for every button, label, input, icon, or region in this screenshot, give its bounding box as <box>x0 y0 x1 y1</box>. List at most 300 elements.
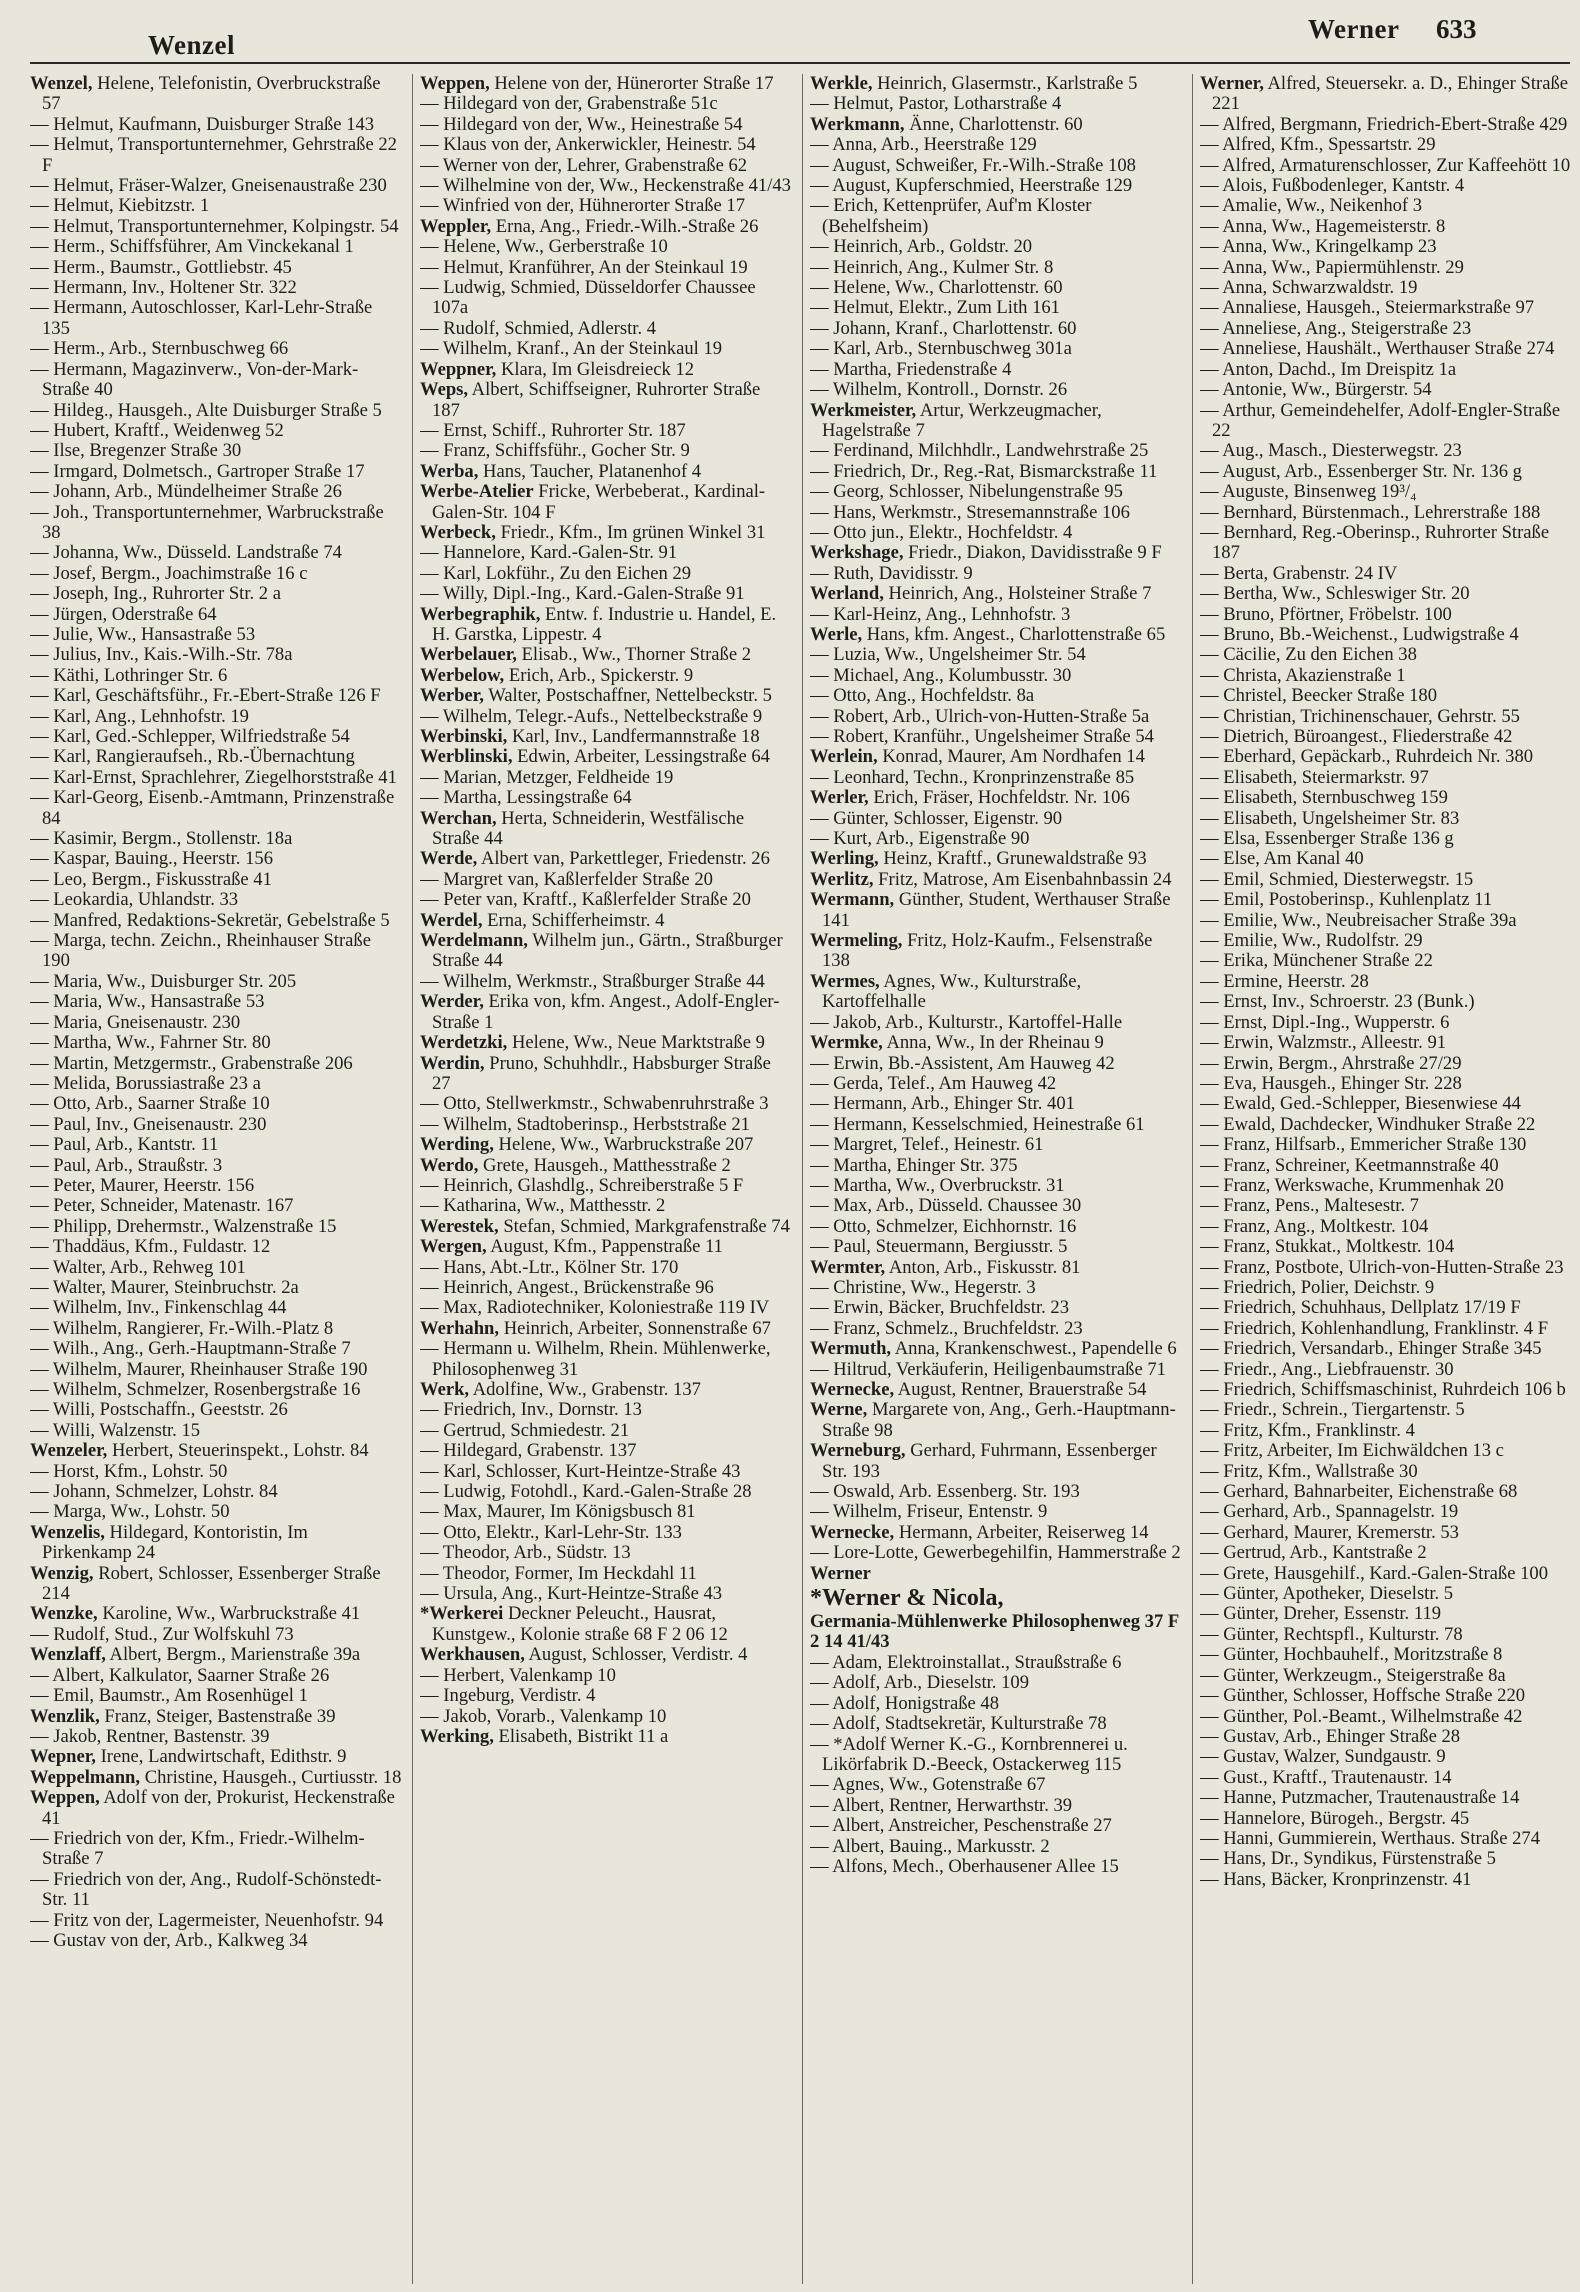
directory-subentry: — Helmut, Kranführer, An der Steinkaul 19 <box>420 258 792 278</box>
directory-entry <box>810 543 1182 563</box>
directory-subentry: — Friedrich, Schuhhaus, Dellplatz 17/19 F <box>1200 1298 1572 1318</box>
directory-subentry: — Friedrich von der, Kfm., Friedr.-Wilhelm-Straße 7 <box>30 1829 402 1870</box>
directory-subentry: — Karl, Rangieraufseh., Rb.-Übernachtung <box>30 747 402 767</box>
directory-entry <box>420 1237 792 1257</box>
directory-subentry: — Kasimir, Bergm., Stollenstr. 18a <box>30 829 402 849</box>
directory-subentry: — Hanni, Gummierein, Werthaus. Straße 274 <box>1200 1829 1572 1849</box>
directory-subentry: — Gerda, Telef., Am Hauweg 42 <box>810 1074 1182 1094</box>
page-header <box>0 0 1580 60</box>
directory-subentry: — Albert, Anstreicher, Peschenstraße 27 <box>810 1816 1182 1836</box>
directory-subentry: — Karl, Schlosser, Kurt-Heintze-Straße 43 <box>420 1462 792 1482</box>
directory-subentry: — Ilse, Bregenzer Straße 30 <box>30 441 402 461</box>
entry-surname: Werkshage, <box>810 542 904 564</box>
directory-subentry: — Max, Maurer, Im Königsbusch 81 <box>420 1502 792 1522</box>
entry-details: Fritz, Matrose, Am Eisenbahnbassin 24 <box>878 868 1172 890</box>
directory-entry <box>420 992 792 1033</box>
directory-entry <box>30 1747 402 1767</box>
directory-subentry: — Anna, Arb., Heerstraße 129 <box>810 135 1182 155</box>
entry-details: Christine, Hausgeh., Curtiusstr. 18 <box>144 1766 402 1788</box>
entry-surname: Werler, <box>810 787 869 809</box>
directory-subentry: — August, Schweißer, Fr.-Wilh.-Straße 108 <box>810 156 1182 176</box>
directory-subentry: — Friedrich, Schiffsmaschinist, Ruhrdeich 106 b <box>1200 1380 1572 1400</box>
directory-subentry: — Gustav, Arb., Ehinger Straße 28 <box>1200 1727 1572 1747</box>
entry-surname: Werlein, <box>810 746 878 768</box>
entry-details: Erich, Arb., Spickerstr. 9 <box>508 664 694 686</box>
entry-details: Heinrich, Glasermstr., Karlstraße 5 <box>877 74 1138 94</box>
directory-entry <box>420 1217 792 1237</box>
directory-subentry: — Kurt, Arb., Eigenstraße 90 <box>810 829 1182 849</box>
entry-surname: Wenzlaff, <box>30 1644 106 1666</box>
directory-subentry: — Franz, Werkswache, Krummenhak 20 <box>1200 1176 1572 1196</box>
directory-subentry: — Berta, Grabenstr. 24 IV <box>1200 564 1572 584</box>
directory-subentry: — Martha, Ww., Overbruckstr. 31 <box>810 1176 1182 1196</box>
directory-subentry: — Alfons, Mech., Oberhausener Allee 15 <box>810 1857 1182 1877</box>
directory-entry <box>420 931 792 972</box>
entry-details: Agnes, Ww., Kulturstraße, Kartoffelhalle <box>822 970 1082 1013</box>
directory-subentry: — Herm., Schiffsführer, Am Vinckekanal 1 <box>30 237 402 257</box>
directory-subentry: — Leokardia, Uhlandstr. 33 <box>30 890 402 910</box>
entry-details: Erna, Schifferheimstr. 4 <box>487 909 665 931</box>
entry-details: Helene, Ww., Warbruckstraße 207 <box>498 1134 754 1156</box>
directory-subentry: — Horst, Kfm., Lohstr. 50 <box>30 1462 402 1482</box>
directory-subentry: — Hildegard, Grabenstr. 137 <box>420 1441 792 1461</box>
entry-details: Gerhard, Fuhrmann, Essenberger Str. 193 <box>822 1440 1157 1482</box>
directory-subentry: — Ewald, Ged.-Schlepper, Biesenwiese 44 <box>1200 1094 1572 1114</box>
directory-subentry: — Hiltrud, Verkäuferin, Heiligenbaumstraße 71 <box>810 1360 1182 1380</box>
entry-surname: Wermke, <box>810 1032 883 1054</box>
directory-subentry: — Hannelore, Kard.-Galen-Str. 91 <box>420 543 792 563</box>
directory-subentry: — Christa, Akazienstraße 1 <box>1200 666 1572 686</box>
directory-subentry: — Otto jun., Elektr., Hochfeldstr. 4 <box>810 523 1182 543</box>
entry-details: Adolfine, Ww., Grabenstr. 137 <box>472 1379 701 1400</box>
directory-subentry: — Peter, Schneider, Matenastr. 167 <box>30 1196 402 1216</box>
entry-details: Karl, Inv., Landfermannstraße 18 <box>511 726 760 747</box>
directory-subentry: — Hannelore, Bürogeh., Bergstr. 45 <box>1200 1809 1572 1829</box>
entry-surname: Werdin, <box>420 1052 485 1074</box>
directory-subentry: — Jakob, Rentner, Bastenstr. 39 <box>30 1727 402 1747</box>
entry-surname: Werestek, <box>420 1215 499 1237</box>
entry-details: Fritz, Holz-Kaufm., Felsenstraße 138 <box>822 930 1153 972</box>
directory-subentry: — Melida, Borussiastraße 23 a <box>30 1074 402 1094</box>
entry-surname: Weppler, <box>420 215 492 237</box>
directory-subentry: — Helmut, Pastor, Lotharstraße 4 <box>810 94 1182 114</box>
directory-subentry: — Wilhelm, Telegr.-Aufs., Nettelbeckstraße 9 <box>420 707 792 727</box>
directory-subentry: — Antonie, Ww., Bürgerstr. 54 <box>1200 380 1572 400</box>
directory-subentry: — Jakob, Arb., Kulturstr., Kartoffel-Halle <box>810 1013 1182 1033</box>
directory-subentry: — Emilie, Ww., Rudolfstr. 29 <box>1200 931 1572 951</box>
directory-entry <box>420 1156 792 1176</box>
directory-subentry: — Anna, Schwarzwaldstr. 19 <box>1200 278 1572 298</box>
directory-subentry: — Martha, Friedenstraße 4 <box>810 360 1182 380</box>
directory-subentry: — Johann, Kranf., Charlottenstr. 60 <box>810 319 1182 339</box>
directory-subentry: — Alfred, Kfm., Spessartstr. 29 <box>1200 135 1572 155</box>
entry-details: Elisab., Ww., Thorner Straße 2 <box>521 644 752 666</box>
directory-entry <box>420 380 792 421</box>
directory-subentry: — Anna, Ww., Hagemeisterstr. 8 <box>1200 217 1572 237</box>
directory-subentry: — Friedrich, Polier, Deichstr. 9 <box>1200 1278 1572 1298</box>
entry-details: August, Kfm., Pappenstraße 11 <box>490 1236 723 1258</box>
directory-subentry: — Helmut, Elektr., Zum Lith 161 <box>810 298 1182 318</box>
directory-subentry: — Annaliese, Hausgeh., Steiermarkstraße 97 <box>1200 298 1572 318</box>
directory-columns <box>30 74 1570 2284</box>
directory-entry <box>810 931 1182 972</box>
directory-entry <box>420 1604 792 1645</box>
entry-surname: Wernecke, <box>810 1379 895 1400</box>
column-4 <box>1200 74 1572 2284</box>
firm-heading: *Werner & Nicola, <box>810 1585 1004 1612</box>
directory-subentry: — Hermann, Magazinverw., Von-der-Mark-Straße 40 <box>30 360 402 401</box>
directory-subentry: — Hermann u. Wilhelm, Rhein. Mühlenwerke, Philosophenweg 31 <box>420 1339 792 1380</box>
directory-subentry: — Günter, Apotheker, Dieselstr. 5 <box>1200 1584 1572 1604</box>
column-3 <box>810 74 1182 2284</box>
directory-subentry: — Karl-Heinz, Ang., Lehnhofstr. 3 <box>810 605 1182 625</box>
directory-subentry: — Günter, Hochbauhelf., Moritzstraße 8 <box>1200 1645 1572 1665</box>
directory-entry <box>30 1604 402 1624</box>
directory-subentry: — Margret, Telef., Heinestr. 61 <box>810 1135 1182 1155</box>
directory-subentry: — Franz, Pens., Maltesestr. 7 <box>1200 1196 1572 1216</box>
directory-entry <box>420 666 792 686</box>
directory-subentry: — Gerhard, Maurer, Kremerstr. 53 <box>1200 1523 1572 1543</box>
directory-entry <box>810 1380 1182 1400</box>
entry-details: Helene, Telefonistin, Overbruckstraße 57 <box>42 74 381 115</box>
directory-entry <box>810 1400 1182 1441</box>
directory-subentry: — Karl, Ged.-Schlepper, Wilfriedstraße 54 <box>30 727 402 747</box>
directory-entry <box>420 645 792 665</box>
directory-entry <box>420 605 792 646</box>
directory-subentry: — Hermann, Arb., Ehinger Str. 401 <box>810 1094 1182 1114</box>
directory-subentry: — Bruno, Pförtner, Fröbelstr. 100 <box>1200 605 1572 625</box>
entry-surname: Werkmann, <box>810 113 905 135</box>
directory-subentry: — Gustav, Walzer, Sundgaustr. 9 <box>1200 1747 1572 1767</box>
entry-surname: Werdo, <box>420 1154 479 1176</box>
directory-entry <box>420 462 792 482</box>
directory-subentry: — Helene, Ww., Gerberstraße 10 <box>420 237 792 257</box>
directory-subentry: — Adolf, Honigstraße 48 <box>810 1694 1182 1714</box>
running-head-right: Werner <box>1308 14 1400 44</box>
directory-entry <box>810 584 1182 604</box>
entry-details: Artur, Werkzeugmacher, Hagelstraße 7 <box>822 399 1102 441</box>
directory-subentry: — Karl, Lokführ., Zu den Eichen 29 <box>420 564 792 584</box>
directory-subentry: — Friedrich, Versandarb., Ehinger Straße 345 <box>1200 1339 1572 1359</box>
directory-subentry: — Marga, techn. Zeichn., Rheinhauser Straße 190 <box>30 931 402 972</box>
directory-entry <box>810 625 1182 645</box>
entry-details: Hermann, Arbeiter, Reiserweg 14 <box>898 1521 1149 1543</box>
directory-subentry: — Adolf, Arb., Dieselstr. 109 <box>810 1673 1182 1693</box>
directory-subentry: — Albert, Bauing., Markusstr. 2 <box>810 1837 1182 1857</box>
directory-subentry: — Bertha, Ww., Schleswiger Str. 20 <box>1200 584 1572 604</box>
directory-subentry: — Ernst, Schiff., Ruhrorter Str. 187 <box>420 421 792 441</box>
directory-subentry: — Bernhard, Bürstenmach., Lehrerstraße 188 <box>1200 503 1572 523</box>
directory-subentry: — Paul, Inv., Gneisenaustr. 230 <box>30 1115 402 1135</box>
column-divider <box>412 74 413 2284</box>
directory-subentry: — Anneliese, Ang., Steigerstraße 23 <box>1200 319 1572 339</box>
entry-surname: Werk, <box>420 1379 470 1400</box>
entry-details: Helene von der, Hünerorter Straße 17 <box>494 74 774 94</box>
directory-subentry: — Georg, Schlosser, Nibelungenstraße 95 <box>810 482 1182 502</box>
directory-subentry: — Adam, Elektroinstallat., Straußstraße 6 <box>810 1653 1182 1673</box>
directory-subentry: — Ewald, Dachdecker, Windhuker Straße 22 <box>1200 1115 1572 1135</box>
directory-entry <box>420 74 792 94</box>
entry-details: Adolf von der, Prokurist, Heckenstraße 41 <box>42 1787 395 1829</box>
directory-subentry: — Alois, Fußbodenleger, Kantstr. 4 <box>1200 176 1572 196</box>
entry-details: Robert, Schlosser, Essenberger Straße 214 <box>42 1562 381 1605</box>
entry-details: Albert, Schiffseigner, Ruhrorter Straße 187 <box>432 379 761 421</box>
entry-details: Heinz, Kraftf., Grunewaldstraße 93 <box>883 848 1147 870</box>
entry-details: August, Schlosser, Verdistr. 4 <box>528 1644 748 1666</box>
directory-subentry: — Friedrich von der, Ang., Rudolf-Schönstedt-Str. 11 <box>30 1870 402 1911</box>
directory-subentry: — Gertrud, Schmiedestr. 21 <box>420 1421 792 1441</box>
directory-entry <box>420 1135 792 1155</box>
directory-subentry: — Paul, Arb., Straußstr. 3 <box>30 1156 402 1176</box>
entry-surname: Werkmeister, <box>810 399 917 421</box>
directory-subentry: — Hildegard von der, Grabenstraße 51c <box>420 94 792 114</box>
directory-subentry: — Amalie, Ww., Neikenhof 3 <box>1200 196 1572 216</box>
directory-subentry: — Rudolf, Stud., Zur Wolfskuhl 73 <box>30 1625 402 1645</box>
entry-details: Grete, Hausgeh., Matthesstraße 2 <box>483 1154 731 1176</box>
directory-subentry: — Paul, Arb., Kantstr. 11 <box>30 1135 402 1155</box>
directory-subentry: — Gerhard, Bahnarbeiter, Eichenstraße 68 <box>1200 1482 1572 1502</box>
directory-subentry: — Gertrud, Arb., Kantstraße 2 <box>1200 1543 1572 1563</box>
entry-surname: Werder, <box>420 991 484 1013</box>
entry-surname: Werbinski, <box>420 726 508 747</box>
directory-subentry: — Gust., Kraftf., Trautenaustr. 14 <box>1200 1768 1572 1788</box>
directory-entry <box>810 1033 1182 1053</box>
directory-entry <box>30 1768 402 1788</box>
directory-entry <box>810 1523 1182 1543</box>
directory-subentry: — Erika, Münchener Straße 22 <box>1200 951 1572 971</box>
directory-subentry: — Agnes, Ww., Gotenstraße 67 <box>810 1775 1182 1795</box>
directory-entry <box>420 1380 792 1400</box>
directory-subentry: — Ingeburg, Verdistr. 4 <box>420 1686 792 1706</box>
directory-subentry: — Marian, Metzger, Feldheide 19 <box>420 768 792 788</box>
directory-subentry: — Fritz von der, Lagermeister, Neuenhofstr. 94 <box>30 1911 402 1931</box>
entry-surname: Weppner, <box>420 358 497 380</box>
directory-subentry: — Maria, Ww., Duisburger Str. 205 <box>30 972 402 992</box>
directory-subentry: — Günter, Schlosser, Eigenstr. 90 <box>810 809 1182 829</box>
entry-details: Edwin, Arbeiter, Lessingstraße 64 <box>517 746 770 768</box>
entry-surname: Wepner, <box>30 1746 96 1768</box>
entry-surname: Werbelow, <box>420 664 505 686</box>
entry-details: Heinrich, Arbeiter, Sonnenstraße 67 <box>503 1317 771 1339</box>
directory-subentry: — Elisabeth, Sternbuschweg 159 <box>1200 788 1572 808</box>
entry-details: Klara, Im Gleisdreieck 12 <box>500 358 695 380</box>
directory-subentry: — Helmut, Transportunternehmer, Kolpingstr. 54 <box>30 217 402 237</box>
directory-entry <box>30 74 402 115</box>
directory-subentry: — Karl, Ang., Lehnhofstr. 19 <box>30 707 402 727</box>
directory-subentry: — Walter, Maurer, Steinbruchstr. 2a <box>30 1278 402 1298</box>
directory-subentry: — Joh., Transportunternehmer, Warbruckstraße 38 <box>30 503 402 544</box>
directory-subentry: — Günther, Pol.-Beamt., Wilhelmstraße 42 <box>1200 1707 1572 1727</box>
entry-details: Konrad, Maurer, Am Nordhafen 14 <box>882 746 1145 768</box>
directory-entry <box>810 1339 1182 1359</box>
directory-entry <box>420 482 792 523</box>
entry-surname: Weppen, <box>30 1787 100 1809</box>
directory-entry <box>420 809 792 850</box>
entry-surname: Weppen, <box>420 74 490 94</box>
entry-surname: Werbe-Atelier <box>420 481 534 503</box>
directory-subentry: — Erich, Kettenprüfer, Auf'm Kloster (Behelfsheim) <box>810 196 1182 237</box>
running-head-left: Wenzel <box>148 30 235 60</box>
directory-subentry: — Luzia, Ww., Ungelsheimer Str. 54 <box>810 645 1182 665</box>
column-divider <box>1192 74 1193 2284</box>
directory-subentry: — Franz, Hilfsarb., Emmericher Straße 130 <box>1200 1135 1572 1155</box>
entry-details: Albert, Bergm., Marienstraße 39a <box>109 1644 361 1666</box>
entry-surname: Werblinski, <box>420 746 513 768</box>
directory-subentry: — Wilhelm, Schmelzer, Rosenbergstraße 16 <box>30 1380 402 1400</box>
directory-subentry: — Friedrich, Inv., Dornstr. 13 <box>420 1400 792 1420</box>
entry-surname: Werhahn, <box>420 1317 500 1339</box>
directory-subentry: — Helmut, Kiebitzstr. 1 <box>30 196 402 216</box>
directory-subentry: — Karl, Geschäftsführ., Fr.-Ebert-Straße 126 F <box>30 686 402 706</box>
entry-details: Fricke, Werbeberat., Kardinal-Galen-Str. 104 F <box>432 481 766 523</box>
directory-subentry: — Heinrich, Glashdlg., Schreiberstraße 5 F <box>420 1176 792 1196</box>
entry-surname: Werkle, <box>810 74 873 94</box>
directory-entry <box>30 1645 402 1665</box>
directory-entry <box>420 911 792 931</box>
directory-subentry: — Eva, Hausgeh., Ehinger Str. 228 <box>1200 1074 1572 1094</box>
directory-subentry: — Ernst, Dipl.-Ing., Wupperstr. 6 <box>1200 1013 1572 1033</box>
directory-subentry: — Günter, Rechtspfl., Kulturstr. 78 <box>1200 1625 1572 1645</box>
entry-surname: Werking, <box>420 1725 494 1747</box>
directory-entry <box>1200 74 1572 115</box>
entry-details: Günther, Student, Werthauser Straße 141 <box>822 889 1171 931</box>
section-heading: Werner <box>810 1562 871 1584</box>
directory-subentry: — Hans, Werkmstr., Stresemannstraße 106 <box>810 503 1182 523</box>
directory-entry <box>420 360 792 380</box>
directory-subentry: — Elisabeth, Ungelsheimer Str. 83 <box>1200 809 1572 829</box>
directory-subentry: — Fritz, Kfm., Franklinstr. 4 <box>1200 1421 1572 1441</box>
entry-surname: Werde, <box>420 848 478 870</box>
directory-subentry: — Werner von der, Lehrer, Grabenstraße 62 <box>420 156 792 176</box>
directory-entry <box>810 1441 1182 1482</box>
directory-subentry: — Julius, Inv., Kais.-Wilh.-Str. 78a <box>30 645 402 665</box>
directory-subentry: — Friedrich, Kohlenhandlung, Franklinstr. 4 F <box>1200 1319 1572 1339</box>
entry-details: Anna, Krankenschwest., Papendelle 6 <box>894 1338 1177 1360</box>
directory-subentry: — Ferdinand, Milchhdlr., Landwehrstraße 25 <box>810 441 1182 461</box>
directory-subentry: — Hanne, Putzmacher, Trautenaustraße 14 <box>1200 1788 1572 1808</box>
directory-subentry: — Karl-Ernst, Sprachlehrer, Ziegelhorststraße 41 <box>30 768 402 788</box>
directory-subentry: — Hermann, Autoschlosser, Karl-Lehr-Straße 135 <box>30 298 402 339</box>
entry-surname: Wermann, <box>810 889 895 911</box>
directory-entry <box>30 1564 402 1605</box>
directory-subentry: — Hermann, Kesselschmied, Heinestraße 61 <box>810 1115 1182 1135</box>
entry-details: Karoline, Ww., Warbruckstraße 41 <box>102 1603 361 1625</box>
entry-surname: Wermuth, <box>810 1338 892 1360</box>
entry-surname: Werbeck, <box>420 521 496 543</box>
directory-subentry: — Emilie, Ww., Neubreisacher Straße 39a <box>1200 911 1572 931</box>
entry-surname: Werle, <box>810 623 863 645</box>
directory-subentry: — Paul, Steuermann, Bergiusstr. 5 <box>810 1237 1182 1257</box>
directory-subentry: — Erwin, Bäcker, Bruchfeldstr. 23 <box>810 1298 1182 1318</box>
directory-subentry: — Otto, Arb., Saarner Straße 10 <box>30 1094 402 1114</box>
directory-subentry: — Jürgen, Oderstraße 64 <box>30 605 402 625</box>
directory-subentry: — Michael, Ang., Kolumbusstr. 30 <box>810 666 1182 686</box>
directory-subentry: — Anna, Ww., Kringelkamp 23 <box>1200 237 1572 257</box>
directory-entry <box>810 870 1182 890</box>
directory-subentry: — Oswald, Arb. Essenberg. Str. 193 <box>810 1482 1182 1502</box>
directory-entry <box>420 686 792 706</box>
directory-subentry: — Günter, Dreher, Essenstr. 119 <box>1200 1604 1572 1624</box>
entry-details: Herta, Schneiderin, Westfälische Straße 44 <box>432 807 745 850</box>
directory-subentry: — Lore-Lotte, Gewerbegehilfin, Hammerstraße 2 <box>810 1543 1182 1563</box>
directory-subentry: — Grete, Hausgehilf., Kard.-Galen-Straße 100 <box>1200 1564 1572 1584</box>
directory-subentry: — Karl-Georg, Eisenb.-Amtmann, Prinzenstraße 84 <box>30 788 402 829</box>
directory-subentry: — Friedr., Ang., Liebfrauenstr. 30 <box>1200 1360 1572 1380</box>
entry-details: Margarete von, Ang., Gerh.-Hauptmann-Straße 98 <box>822 1399 1176 1441</box>
directory-subentry: — Anneliese, Haushält., Werthauser Straße 274 <box>1200 339 1572 359</box>
directory-subentry: — Auguste, Binsenweg 19³/₄ <box>1200 482 1572 502</box>
directory-subentry: — Wilhelm, Stadtoberinsp., Herbststraße 21 <box>420 1115 792 1135</box>
directory-subentry: — Albert, Rentner, Herwarthstr. 39 <box>810 1796 1182 1816</box>
directory-subentry: — Jakob, Vorarb., Valenkamp 10 <box>420 1707 792 1727</box>
directory-subentry: — Heinrich, Angest., Brückenstraße 96 <box>420 1278 792 1298</box>
directory-subentry: — Helene, Ww., Charlottenstr. 60 <box>810 278 1182 298</box>
directory-subentry: — Johann, Schmelzer, Lohstr. 84 <box>30 1482 402 1502</box>
directory-subentry: — Philipp, Drehermstr., Walzenstraße 15 <box>30 1217 402 1237</box>
directory-subentry: — Erwin, Bb.-Assistent, Am Hauweg 42 <box>810 1054 1182 1074</box>
directory-subentry: — Thaddäus, Kfm., Fuldastr. 12 <box>30 1237 402 1257</box>
entry-surname: Werne, <box>810 1399 868 1421</box>
entry-surname: Wermter, <box>810 1256 886 1278</box>
entry-details: Erich, Fräser, Hochfeldstr. Nr. 106 <box>873 787 1130 809</box>
directory-subentry: — Hubert, Kraftf., Weidenweg 52 <box>30 421 402 441</box>
column-divider <box>802 74 803 2284</box>
directory-subentry: — Martha, Ehinger Str. 375 <box>810 1156 1182 1176</box>
directory-entry <box>810 115 1182 135</box>
directory-entry <box>810 1258 1182 1278</box>
directory-subentry: — Fritz, Kfm., Wallstraße 30 <box>1200 1462 1572 1482</box>
directory-subentry: — Franz, Schmelz., Bruchfeldstr. 23 <box>810 1319 1182 1339</box>
entry-details: Deckner Peleucht., Hausrat, Kunstgew., Kolonie straße 68 F 2 06 12 <box>432 1603 728 1645</box>
directory-subentry: — Ermine, Heerstr. 28 <box>1200 972 1572 992</box>
directory-subentry: — Helmut, Transportunternehmer, Gehrstraße 22 F <box>30 135 402 176</box>
directory-subentry: — Leo, Bergm., Fiskusstraße 41 <box>30 870 402 890</box>
directory-subentry: — Franz, Ang., Moltkestr. 104 <box>1200 1217 1572 1237</box>
directory-subentry: — Otto, Schmelzer, Eichhornstr. 16 <box>810 1217 1182 1237</box>
entry-details: Erna, Ang., Friedr.-Wilh.-Straße 26 <box>495 215 759 237</box>
directory-subentry: — Erwin, Bergm., Ahrstraße 27/29 <box>1200 1054 1572 1074</box>
directory-subentry: — Franz, Schreiner, Keetmannstraße 40 <box>1200 1156 1572 1176</box>
directory-subentry: — Arthur, Gemeindehelfer, Adolf-Engler-Straße 22 <box>1200 401 1572 442</box>
directory-entry <box>420 1319 792 1339</box>
directory-entry <box>30 1523 402 1564</box>
directory-subentry: — Max, Radiotechniker, Koloniestraße 119 IV <box>420 1298 792 1318</box>
section-heading: Germania-Mühlenwerke Philosophenweg 37 F 2 14 41/43 <box>810 1611 1179 1653</box>
entry-details: Alfred, Steuersekr. a. D., Ehinger Straße 221 <box>1212 74 1569 115</box>
entry-surname: Werkhausen, <box>420 1644 525 1666</box>
directory-subentry: — Peter, Maurer, Heerstr. 156 <box>30 1176 402 1196</box>
directory-subentry: — Irmgard, Dolmetsch., Gartroper Straße 17 <box>30 462 402 482</box>
directory-entry <box>810 747 1182 767</box>
directory-subentry: — Helmut, Fräser-Walzer, Gneisenaustraße 230 <box>30 176 402 196</box>
directory-subentry: — Günter, Werkzeugm., Steigerstraße 8a <box>1200 1666 1572 1686</box>
directory-subentry: — Eberhard, Gepäckarb., Ruhrdeich Nr. 380 <box>1200 747 1572 767</box>
directory-subentry: — Karl, Arb., Sternbuschweg 301a <box>810 339 1182 359</box>
entry-surname: Werling, <box>810 848 879 870</box>
directory-subentry: — Alfred, Bergmann, Friedrich-Ebert-Straße 429 <box>1200 115 1572 135</box>
directory-subentry: — Theodor, Former, Im Heckdahl 11 <box>420 1564 792 1584</box>
entry-surname: Wermeling, <box>810 930 903 952</box>
directory-subentry: — Rudolf, Schmied, Adlerstr. 4 <box>420 319 792 339</box>
directory-subentry: — Manfred, Redaktions-Sekretär, Gebelstraße 5 <box>30 911 402 931</box>
entry-surname: Wenzelis, <box>30 1521 105 1543</box>
entry-details: Anna, Ww., In der Rheinau 9 <box>886 1032 1104 1054</box>
entry-details: Hans, Taucher, Platanenhof 4 <box>483 460 702 482</box>
directory-subentry: — Käthi, Lothringer Str. 6 <box>30 666 402 686</box>
directory-entry <box>810 788 1182 808</box>
directory-subentry: — Hans, Dr., Syndikus, Fürstenstraße 5 <box>1200 1849 1572 1869</box>
directory-subentry: — Herm., Baumstr., Gottliebstr. 45 <box>30 258 402 278</box>
